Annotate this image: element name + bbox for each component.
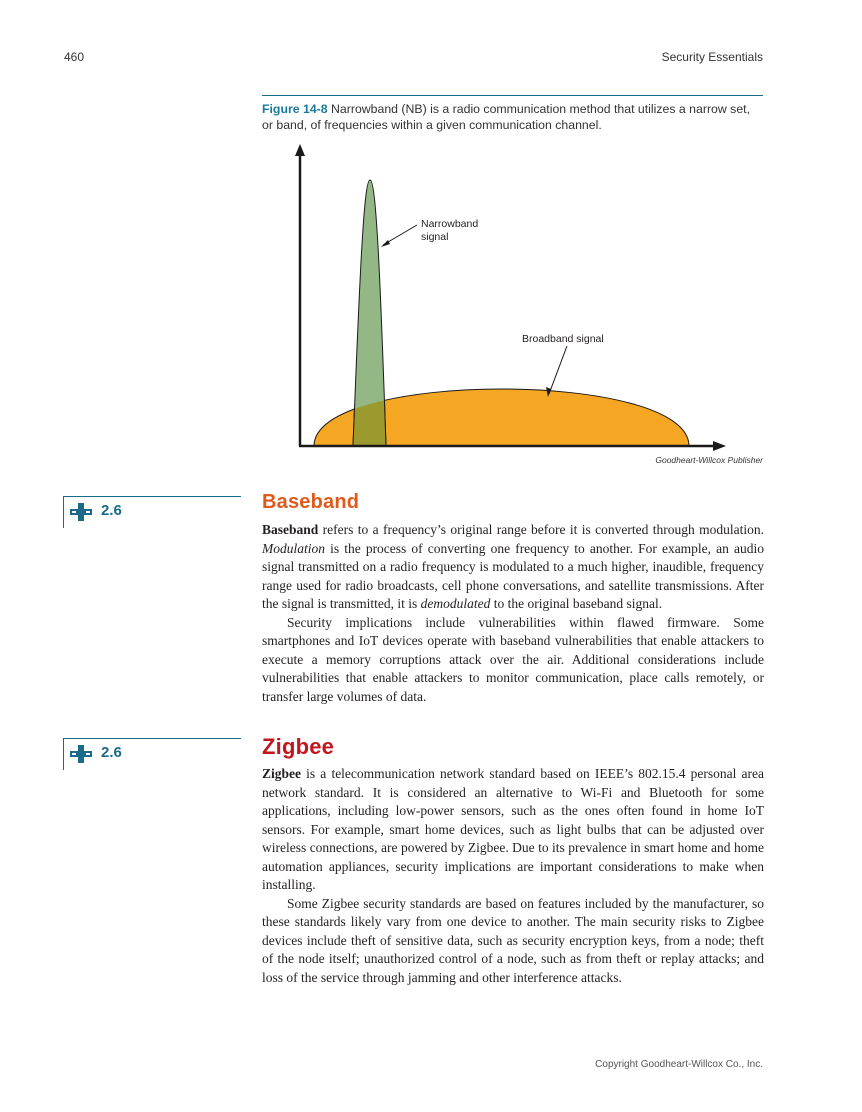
objective-tab-baseband (63, 496, 241, 528)
plus-icon (70, 745, 92, 763)
baseband-term: Baseband (262, 522, 319, 537)
zigbee-paragraph-1 (262, 765, 764, 895)
demodulated-term: demodulated (420, 596, 491, 611)
baseband-body (262, 521, 764, 706)
zigbee-text: is a telecommunication network standard based on IEEE’s 802.15.4 personal area network standard. It is considered an alternative to Wi-Fi and Bluetooth for some applications, including low-power sensors, such as the ones often found in home IoT sensors. For example, smart home devices, such as light bulbs that can be adjusted over wireless connections, are powered by Zigbee. Due to its prevalence in smart home and home automation appliances, security implications are important considerations to make when installing. (262, 766, 764, 892)
zigbee-body (262, 765, 764, 987)
copyright-footer: Copyright Goodheart-Willcox Co., Inc. (595, 1059, 763, 1070)
plus-icon (70, 503, 92, 521)
broadband-label: Broadband signal (522, 333, 604, 345)
x-axis-arrow (713, 441, 726, 451)
narrowband-callout-arrow (381, 240, 390, 247)
zigbee-paragraph-2: Some Zigbee security standards are based on features included by the manufacturer, so these standards likely vary from one device to another. The main security risks to Zigbee devices include theft of sensitive data, such as security encryption keys, from a node; theft of the node itself; unauthorized control of a node, such as from theft or replay attacks; and loss of the service through jamming and other interference attacks. (262, 895, 764, 985)
section-heading-baseband: Baseband (262, 491, 360, 513)
objective-number: 2.6 (101, 502, 122, 519)
objective-tab-zigbee (63, 738, 241, 770)
baseband-paragraph-1 (262, 521, 764, 614)
page-number: 460 (64, 50, 85, 64)
section-heading-zigbee: Zigbee (262, 734, 335, 759)
y-axis-arrow (295, 144, 305, 156)
figure-label: Figure 14-8 (262, 102, 328, 116)
baseband-text-a: refers to a frequency’s original range before it is converted through modulation. (318, 522, 764, 537)
figure-credit: Goodheart-Willcox Publisher (655, 455, 763, 465)
signal-figure (285, 138, 765, 468)
baseband-text-c: to the original baseband signal. (490, 596, 663, 611)
zigbee-term: Zigbee (262, 766, 301, 781)
modulation-term: Modulation (262, 540, 325, 556)
baseband-text-b: is the process of converting one frequency to another. For example, an audio signal transmitted on a radio frequency is modulated to a much higher, inaudible, frequency range used for radio broadcasts, cell phone conversations, and satellite transmissions. After the signal is transmitted, it is (262, 540, 764, 611)
narrowband-label-line2: signal (421, 231, 449, 243)
baseband-paragraph-2: Security implications include vulnerabilities within flawed firmware. Some smartphones and IoT devices operate with baseband vulnerabilities that enable attackers to execute a memory corruptions attack over the air. Additional considerations include vulnerabilities that enable attackers to monitor communication, place calls remotely, or transfer large volumes of data. (262, 614, 764, 704)
running-head: Security Essentials (661, 50, 763, 64)
header-rule (262, 95, 763, 96)
narrowband-label-line1: Narrowband (421, 218, 479, 230)
broadband-callout-line (549, 346, 567, 394)
figure-caption (262, 101, 762, 133)
signal-diagram (285, 138, 765, 456)
objective-number: 2.6 (101, 744, 122, 761)
figure-caption-text: Narrowband (NB) is a radio communication method that utilizes a narrow set, or band, of frequencies within a given communication channel. (262, 102, 750, 132)
